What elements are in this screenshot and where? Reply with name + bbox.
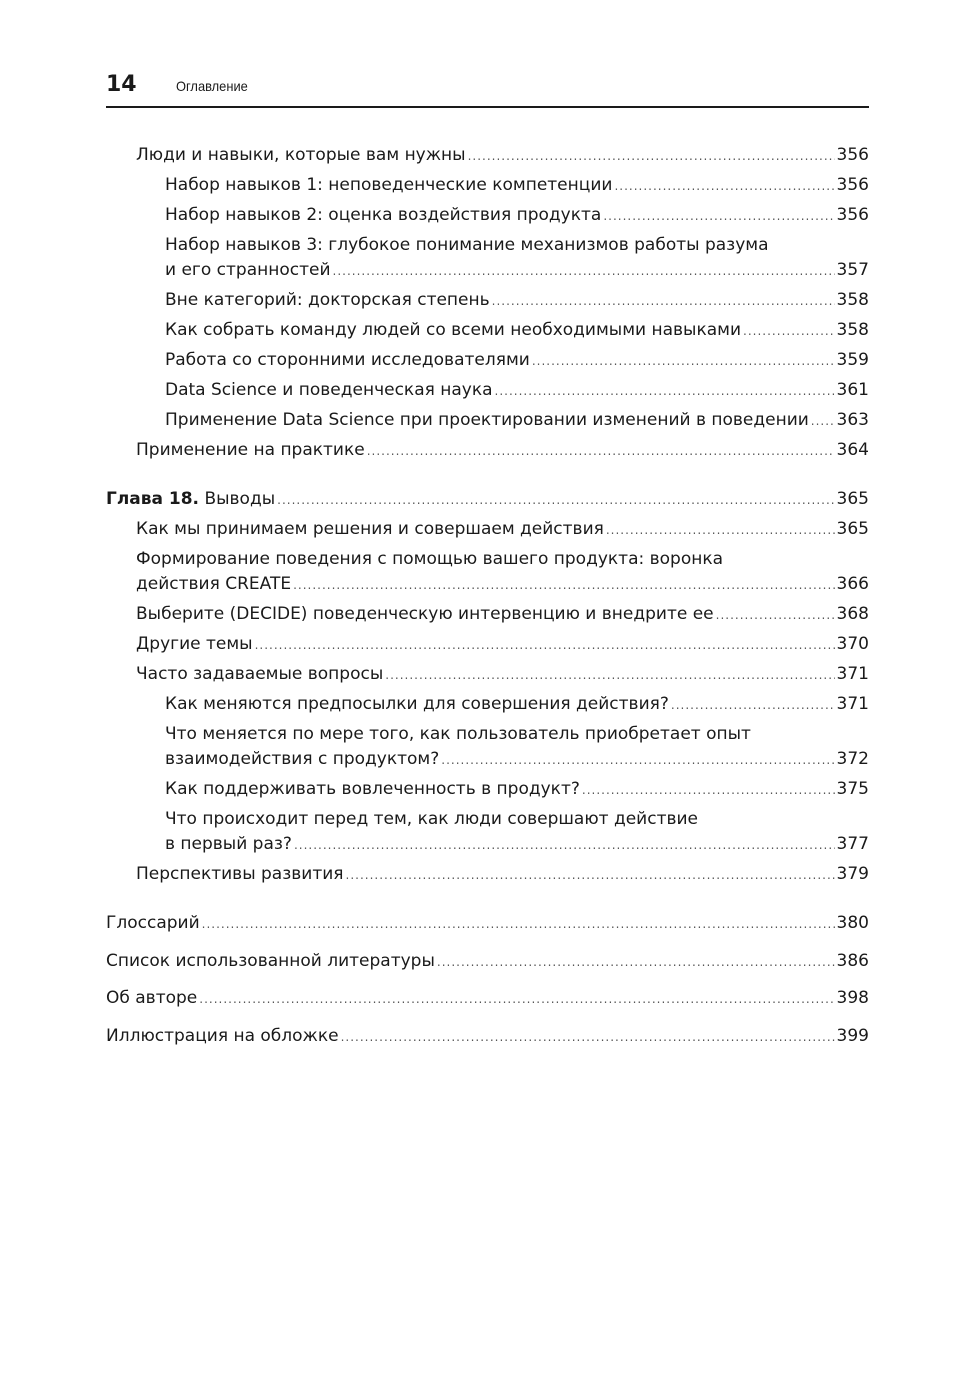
toc-entry-page: 371: [836, 694, 869, 714]
toc-entry-title: Как мы принимаем решения и совершаем действия: [136, 519, 604, 539]
toc-entry[interactable]: [106, 911, 869, 937]
chapter-label: Глава 18.: [106, 489, 200, 509]
toc-entry-page: 375: [836, 779, 869, 799]
toc-entry-title-line1: Набор навыков 3: глубокое понимание механизмов работы разума: [165, 235, 769, 255]
toc-entry[interactable]: [106, 348, 869, 374]
toc-entry-title: Список использованной литературы: [106, 951, 435, 971]
dot-leader: [333, 259, 835, 284]
toc-entry-page: 379: [836, 864, 869, 884]
dot-leader: [495, 379, 835, 404]
toc-entry-page: 358: [836, 320, 869, 340]
toc-entry-page: 380: [836, 913, 869, 933]
running-title: Оглавление: [176, 78, 248, 94]
toc-entry-title: Как меняются предпосылки для совершения действия?: [165, 694, 669, 714]
toc-entry-page: 359: [836, 350, 869, 370]
toc-entry-page: 386: [836, 951, 869, 971]
toc-entry-page: 363: [836, 410, 869, 430]
dot-leader: [743, 319, 835, 344]
toc-entry[interactable]: [106, 288, 869, 314]
toc-entry-title: Как поддерживать вовлеченность в продукт?: [165, 779, 580, 799]
toc-entry-title: Работа со сторонними исследователями: [165, 350, 530, 370]
dot-leader: [671, 693, 835, 718]
toc-entry-title: Data Science и поведенческая наука: [165, 380, 493, 400]
toc-entry[interactable]: [106, 602, 869, 628]
toc-entry-title: в первый раз?: [165, 834, 292, 854]
toc-entry[interactable]: [106, 949, 869, 975]
toc-entry-page: 368: [836, 604, 869, 624]
dot-leader: [199, 987, 834, 1012]
dot-leader: [277, 488, 834, 513]
toc-entry[interactable]: [106, 1024, 869, 1050]
toc-entry-title: взаимодействия с продуктом?: [165, 749, 440, 769]
toc-entry-page: 364: [836, 440, 869, 460]
dot-leader: [603, 204, 834, 229]
page-number: 14: [106, 72, 137, 97]
table-of-contents: [106, 143, 869, 1050]
toc-entry[interactable]: [106, 408, 869, 434]
toc-entry[interactable]: [106, 777, 869, 803]
dot-leader: [716, 603, 835, 628]
toc-entry-title: действия CREATE: [136, 574, 292, 594]
toc-entry-title: Выберите (DECIDE) поведенческую интервенцию и внедрите ее: [136, 604, 714, 624]
dot-leader: [255, 633, 835, 658]
toc-entry-page: 399: [836, 1026, 869, 1046]
dot-leader: [532, 349, 835, 374]
toc-entry-page: 356: [836, 175, 869, 195]
toc-entry-title: Другие темы: [136, 634, 253, 654]
dot-leader: [437, 950, 835, 975]
toc-entry[interactable]: [106, 203, 869, 229]
toc-entry[interactable]: [106, 318, 869, 344]
toc-entry-page: 365: [836, 489, 869, 509]
toc-entry-title: Выводы: [204, 489, 276, 509]
toc-entry-title: Вне категорий: докторская степень: [165, 290, 490, 310]
toc-entry-page: 366: [836, 574, 869, 594]
dot-leader: [385, 663, 834, 688]
toc-entry-title: Часто задаваемые вопросы: [136, 664, 384, 684]
toc-entry-page: 370: [836, 634, 869, 654]
toc-entry[interactable]: [106, 662, 869, 688]
toc-entry[interactable]: [106, 517, 869, 543]
toc-entry[interactable]: [106, 632, 869, 658]
toc-entry[interactable]: [106, 173, 869, 199]
toc-entry[interactable]: [106, 233, 869, 284]
toc-entry-title-line1: Что происходит перед тем, как люди совершают действие: [165, 809, 698, 829]
toc-entry-title: Перспективы развития: [136, 864, 344, 884]
toc-entry-page: 371: [836, 664, 869, 684]
toc-entry-page: 356: [836, 205, 869, 225]
toc-entry[interactable]: [106, 722, 869, 773]
toc-entry-page: 361: [836, 380, 869, 400]
toc-entry-page: 398: [836, 988, 869, 1008]
dot-leader: [606, 518, 835, 543]
toc-entry-title: Применение Data Science при проектировании изменений в поведении: [165, 410, 809, 430]
toc-entry[interactable]: [106, 986, 869, 1012]
toc-entry-title: Набор навыков 2: оценка воздействия продукта: [165, 205, 602, 225]
dot-leader: [468, 144, 835, 169]
toc-entry-page: 356: [836, 145, 869, 165]
toc-entry[interactable]: [106, 378, 869, 404]
toc-entry[interactable]: [106, 143, 869, 169]
dot-leader: [293, 573, 834, 598]
toc-entry-page: 377: [836, 834, 869, 854]
dot-leader: [202, 912, 835, 937]
dot-leader: [346, 863, 835, 888]
toc-entry-title: Об авторе: [106, 988, 198, 1008]
toc-entry-title: и его странностей: [165, 260, 331, 280]
toc-entry-title: Иллюстрация на обложке: [106, 1026, 339, 1046]
toc-entry-title-line1: Что меняется по мере того, как пользователь приобретает опыт: [165, 724, 751, 744]
toc-entry[interactable]: [106, 807, 869, 858]
toc-entry[interactable]: [106, 692, 869, 718]
toc-entry-title: Люди и навыки, которые вам нужны: [136, 145, 466, 165]
toc-entry-page: 372: [836, 749, 869, 769]
toc-entry[interactable]: [106, 862, 869, 888]
dot-leader: [811, 409, 835, 434]
toc-entry-page: 365: [836, 519, 869, 539]
toc-entry-title: Как собрать команду людей со всеми необходимыми навыками: [165, 320, 742, 340]
dot-leader: [294, 833, 835, 858]
dot-leader: [441, 748, 834, 773]
toc-entry-title: Набор навыков 1: неповеденческие компетенции: [165, 175, 613, 195]
toc-entry-title-line1: Формирование поведения с помощью вашего продукта: воронка: [136, 549, 724, 569]
dot-leader: [582, 778, 835, 803]
page-header: [106, 70, 869, 108]
toc-entry-page: 357: [836, 260, 869, 280]
dot-leader: [367, 439, 835, 464]
toc-chapter-entry[interactable]: [106, 487, 869, 513]
toc-entry-title: Глоссарий: [106, 913, 200, 933]
dot-leader: [341, 1025, 835, 1050]
dot-leader: [492, 289, 835, 314]
toc-entry-page: 358: [836, 290, 869, 310]
toc-entry[interactable]: [106, 547, 869, 598]
toc-entry[interactable]: [106, 438, 869, 464]
dot-leader: [614, 174, 834, 199]
toc-entry-title: Применение на практике: [136, 440, 365, 460]
